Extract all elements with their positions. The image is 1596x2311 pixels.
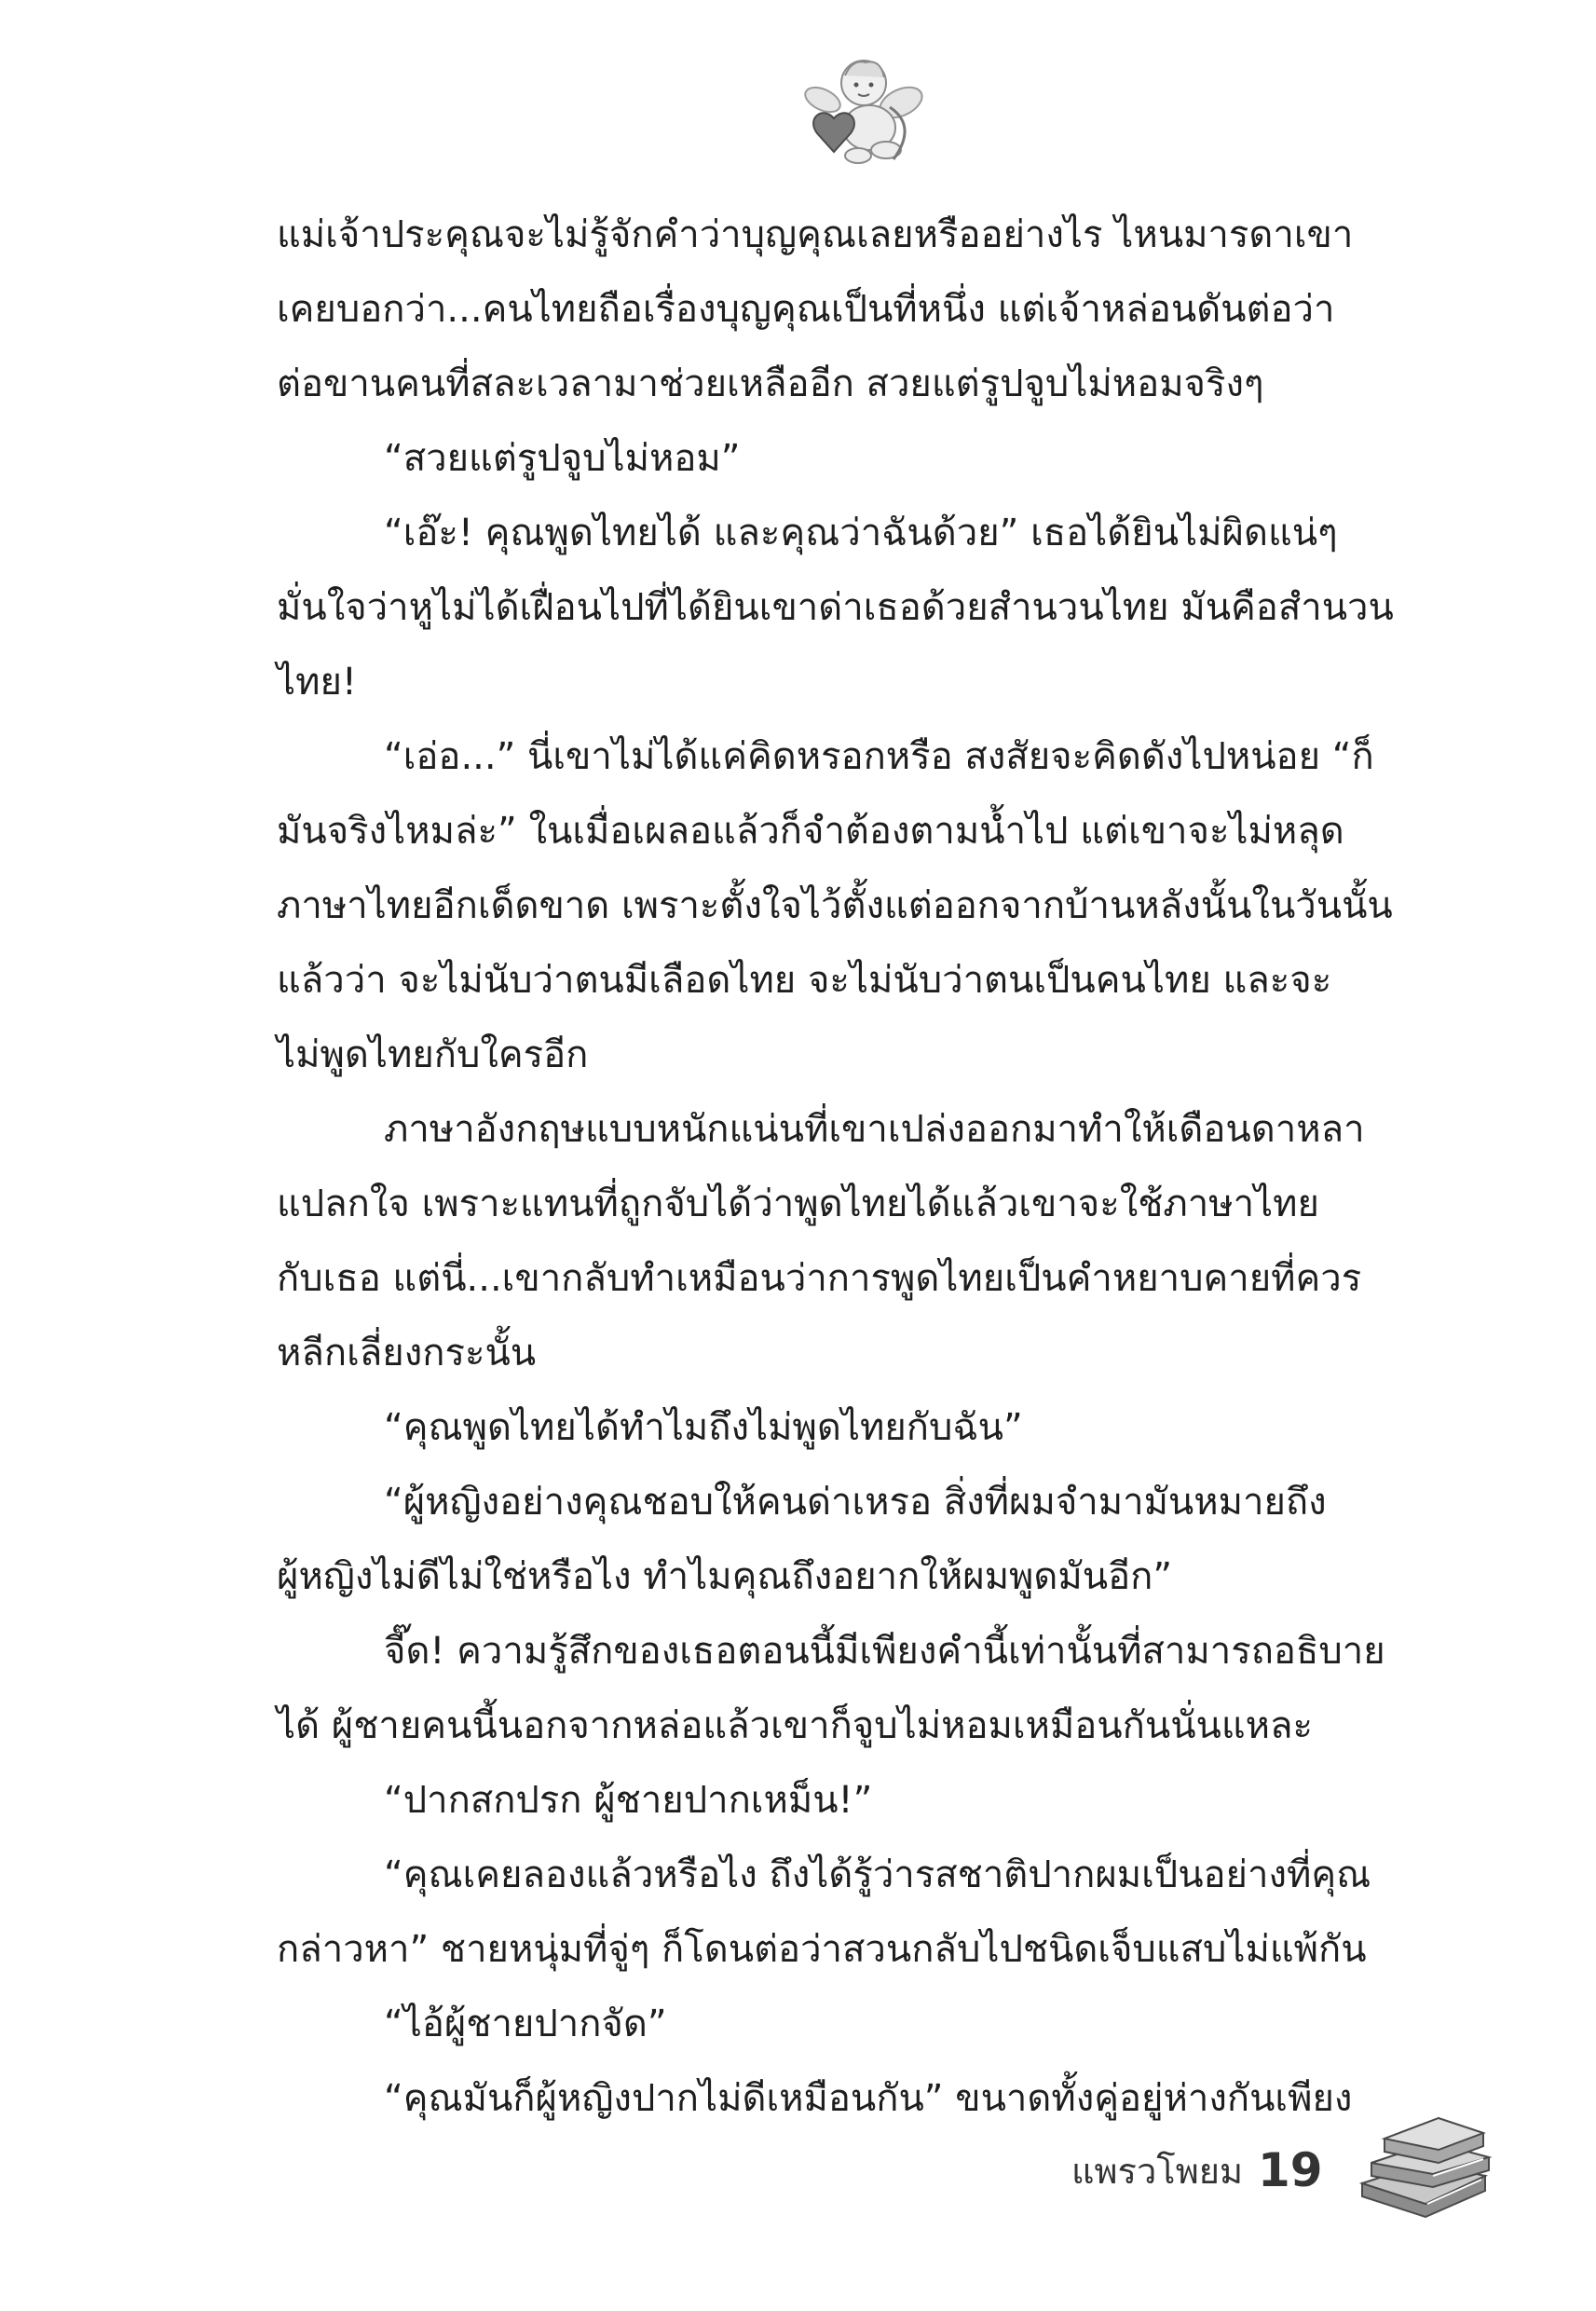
text-line: ได้ ผู้ชายคนนี้นอกจากหล่อแล้วเขาก็จูบไม่หอมเหมือนกันนั่นแหละ xyxy=(277,1704,1314,1747)
text-line: “ปากสกปรก ผู้ชายปากเหม็น!” xyxy=(384,1779,873,1822)
text-line: “คุณเคยลองแล้วหรือไง ถึงได้รู้ว่ารสชาติปากผมเป็นอย่างที่คุณ xyxy=(384,1853,1371,1896)
text-line: เคยบอกว่า...คนไทยถือเรื่องบุญคุณเป็นที่หนึ่ง แต่เจ้าหล่อนดันต่อว่า xyxy=(277,288,1335,331)
text-line: “ผู้หญิงอย่างคุณชอบให้คนด่าเหรอ สิ่งที่ผมจำมามันหมายถึง xyxy=(384,1481,1327,1524)
text-line: มันจริงไหมล่ะ” ในเมื่อเผลอแล้วก็จำต้องตามน้ำไป แต่เขาจะไม่หลุด xyxy=(277,810,1344,853)
text-line: ไม่พูดไทยกับใครอีก xyxy=(277,1033,589,1076)
text-line: “คุณพูดไทยได้ทำไมถึงไม่พูดไทยกับฉัน” xyxy=(384,1406,1023,1449)
text-line: ภาษาไทยอีกเด็ดขาด เพราะตั้งใจไว้ตั้งแต่ออกจากบ้านหลังนั้นในวันนั้น xyxy=(277,884,1393,927)
text-line: แม่เจ้าประคุณจะไม่รู้จักคำว่าบุญคุณเลยหรืออย่างไร ไหนมารดาเขา xyxy=(277,213,1354,256)
story-text xyxy=(277,198,1432,2136)
text-line: กับเธอ แต่นี่...เขากลับทำเหมือนว่าการพูดไทยเป็นคำหยาบคายที่ควร xyxy=(277,1257,1362,1300)
text-line: ไทย! xyxy=(277,661,357,704)
text-line: กล่าวหา” ชายหนุ่มที่จู่ๆ ก็โดนต่อว่าสวนกลับไปชนิดเจ็บแสบไม่แพ้กัน xyxy=(277,1928,1367,1971)
page-number: 19 xyxy=(1258,2143,1323,2197)
text-line: หลีกเลี่ยงกระนั้น xyxy=(277,1332,537,1374)
text-line: แล้วว่า จะไม่นับว่าตนมีเลือดไทย จะไม่นับว่าตนเป็นคนไทย และจะ xyxy=(277,959,1332,1002)
text-line: “เอ๊ะ! คุณพูดไทยได้ และคุณว่าฉันด้วย” เธอได้ยินไม่ผิดแน่ๆ xyxy=(384,512,1338,554)
text-line: จี๊ด! ความรู้สึกของเธอตอนนี้มีเพียงคำนี้เท่านั้นที่สามารถอธิบาย xyxy=(384,1630,1385,1673)
book-title: แพรวโพยม xyxy=(1071,2151,1244,2192)
text-line: “คุณมันก็ผู้หญิงปากไม่ดีเหมือนกัน” ขนาดทั้งคู่อยู่ห่างกันเพียง xyxy=(384,2077,1353,2120)
text-line: “เอ่อ...” นี่เขาไม่ได้แค่คิดหรอกหรือ สงสัยจะคิดดังไปหน่อย “ก็ xyxy=(384,735,1374,778)
text-line: มั่นใจว่าหูไม่ได้เฝื่อนไปที่ได้ยินเขาด่าเธอด้วยสำนวนไทย มันคือสำนวน xyxy=(277,586,1394,629)
cupid-with-heart-icon xyxy=(797,51,927,168)
text-line: ผู้หญิงไม่ดีไม่ใช่หรือไง ทำไมคุณถึงอยากให้ผมพูดมันอีก” xyxy=(277,1555,1173,1598)
text-line: แปลกใจ เพราะแทนที่ถูกจับได้ว่าพูดไทยได้แล้วเขาจะใช้ภาษาไทย xyxy=(277,1183,1319,1225)
text-line: “สวยแต่รูปจูบไม่หอม” xyxy=(384,437,741,480)
text-line: “ไอ้ผู้ชายปากจัด” xyxy=(384,2003,667,2045)
text-line: ต่อขานคนที่สละเวลามาช่วยเหลืออีก สวยแต่รูปจูบไม่หอมจริงๆ xyxy=(277,362,1264,405)
stacked-books-icon xyxy=(1353,2111,1493,2218)
text-line: ภาษาอังกฤษแบบหนักแน่นที่เขาเปล่งออกมาทำให้เดือนดาหลา xyxy=(384,1108,1365,1151)
